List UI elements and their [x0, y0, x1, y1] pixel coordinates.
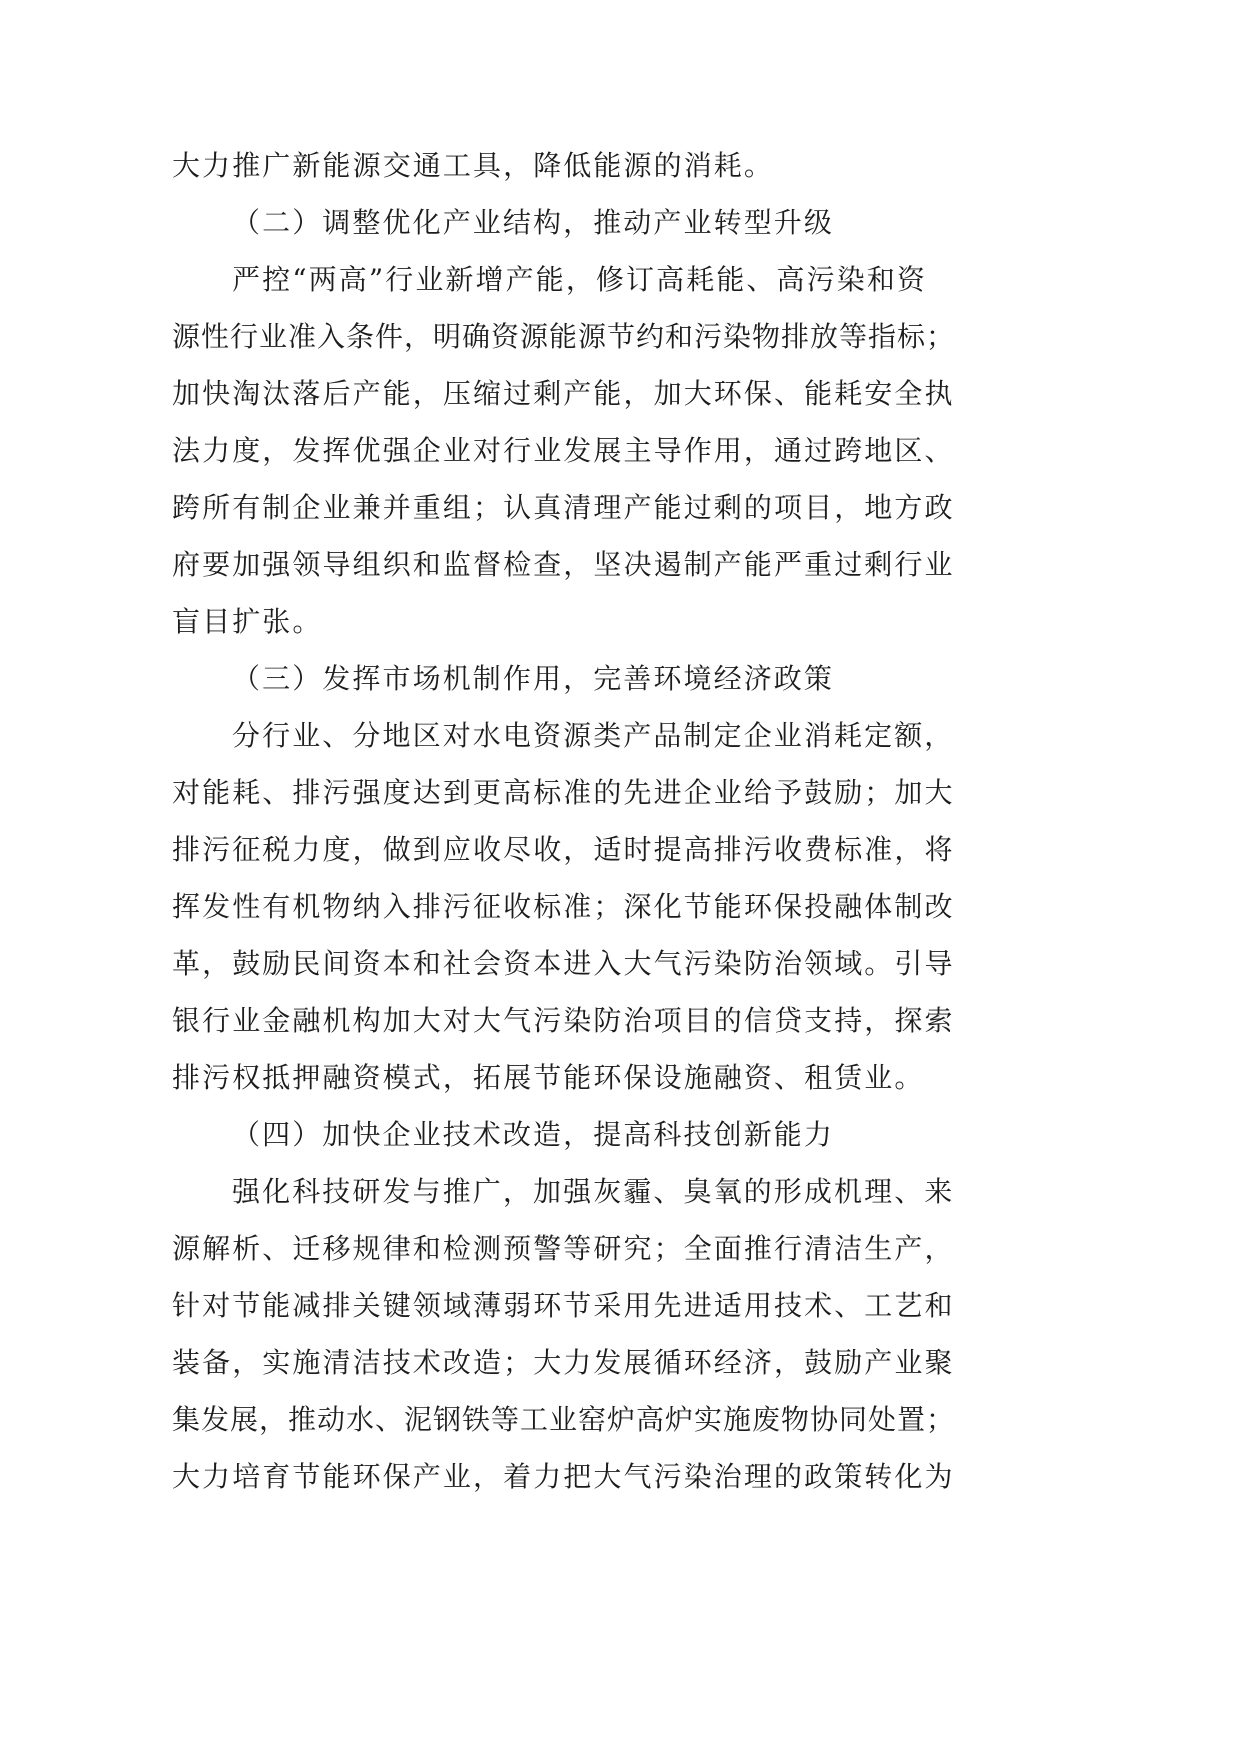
paragraph-line: 排污征税力度，做到应收尽收，适时提高排污收费标准，将	[172, 833, 955, 866]
paragraph-line: 大力培育节能环保产业，着力把大气污染治理的政策转化为	[172, 1460, 955, 1493]
paragraph-line: 挥发性有机物纳入排污征收标准；深化节能环保投融体制改	[172, 890, 955, 923]
paragraph-line: 府要加强领导组织和监督检查，坚决遏制产能严重过剩行业	[172, 548, 955, 581]
section-heading-4: （四）加快企业技术改造，提高科技创新能力	[232, 1118, 835, 1151]
paragraph-line: 严控“两高”行业新增产能，修订高耗能、高污染和资	[232, 263, 928, 296]
paragraph-line: 排污权抵押融资模式，拓展节能环保设施融资、租赁业。	[172, 1061, 925, 1094]
paragraph-line: 装备，实施清洁技术改造；大力发展循环经济，鼓励产业聚	[172, 1346, 955, 1379]
paragraph-line: 法力度，发挥优强企业对行业发展主导作用，通过跨地区、	[172, 434, 955, 467]
paragraph-line: 革，鼓励民间资本和社会资本进入大气污染防治领域。引导	[172, 947, 955, 980]
section-heading-2: （二）调整优化产业结构，推动产业转型升级	[232, 206, 835, 239]
paragraph-line: 盲目扩张。	[172, 605, 323, 638]
paragraph-line: 加快淘汰落后产能，压缩过剩产能，加大环保、能耗安全执	[172, 377, 955, 410]
paragraph-line: 源解析、迁移规律和检测预警等研究；全面推行清洁生产，	[172, 1232, 955, 1265]
paragraph-line: 源性行业准入条件，明确资源能源节约和污染物排放等指标；	[172, 320, 956, 353]
paragraph-line: 集发展，推动水、泥钢铁等工业窑炉高炉实施废物协同处置；	[172, 1403, 956, 1436]
paragraph-line: 强化科技研发与推广，加强灰霾、臭氧的形成机理、来	[232, 1175, 955, 1208]
paragraph-line: 分行业、分地区对水电资源类产品制定企业消耗定额，	[232, 719, 955, 752]
paragraph-line: 跨所有制企业兼并重组；认真清理产能过剩的项目，地方政	[172, 491, 955, 524]
paragraph-line: 针对节能减排关键领域薄弱环节采用先进适用技术、工艺和	[172, 1289, 955, 1322]
paragraph-line: 对能耗、排污强度达到更高标准的先进企业给予鼓励；加大	[172, 776, 955, 809]
paragraph-line: 大力推广新能源交通工具，降低能源的消耗。	[172, 149, 775, 182]
body-text	[172, 137, 972, 1505]
paragraph-line: 银行业金融机构加大对大气污染防治项目的信贷支持，探索	[172, 1004, 955, 1037]
section-heading-3: （三）发挥市场机制作用，完善环境经济政策	[232, 662, 835, 695]
